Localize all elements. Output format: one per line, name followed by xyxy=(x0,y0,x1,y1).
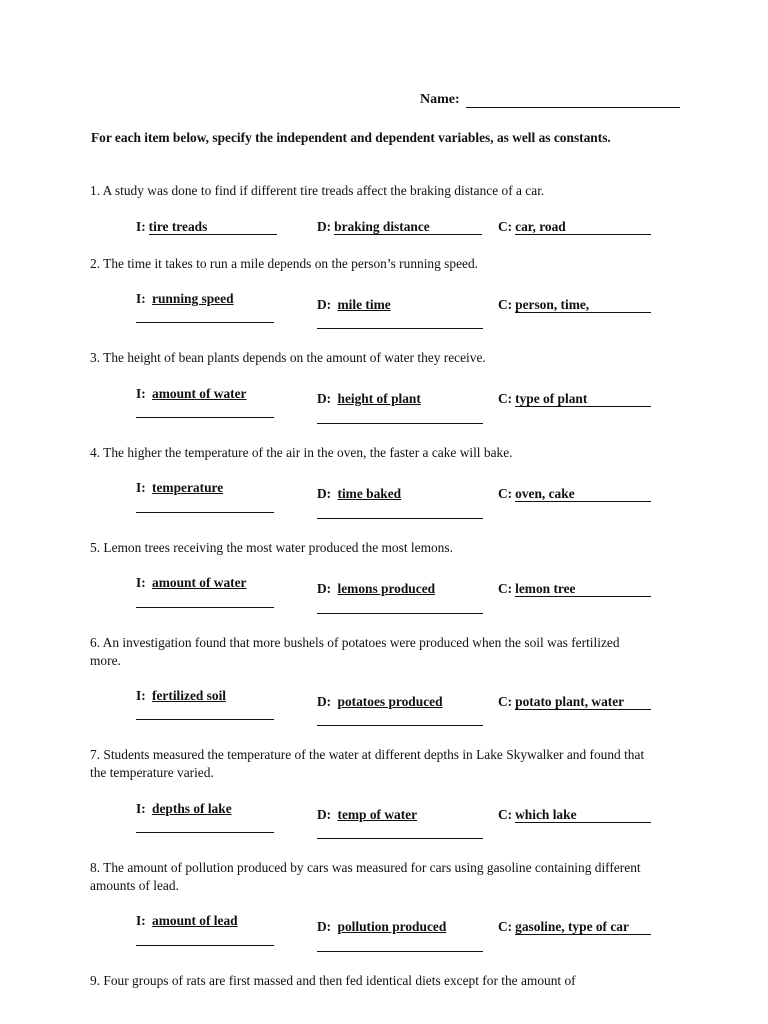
q1-dependent xyxy=(317,219,482,235)
q3-d-answer: height of plant xyxy=(337,391,421,406)
name-field xyxy=(420,92,680,108)
q2-c-answer: person, time, xyxy=(515,298,651,313)
q1-constants xyxy=(498,219,651,235)
q3-constants xyxy=(498,391,651,407)
q7-i-label: I: xyxy=(136,801,146,816)
q2-i-line xyxy=(136,322,274,323)
q7-constants xyxy=(498,807,651,823)
question-4: 4. The higher the temperature of the air in the oven, the faster a cake will bake. xyxy=(90,445,513,460)
q1-c-label: C: xyxy=(498,219,513,234)
q2-i-label: I: xyxy=(136,291,146,306)
q8-i-line xyxy=(136,945,274,946)
instructions: For each item below, specify the independent and dependent variables, as well as constants. xyxy=(91,130,611,145)
name-blank[interactable] xyxy=(466,92,680,108)
q3-d-label: D: xyxy=(317,391,332,406)
q7-d-label: D: xyxy=(317,807,332,822)
q5-d-answer: lemons produced xyxy=(337,581,436,596)
q7-c-answer: which lake xyxy=(515,808,651,823)
q2-independent xyxy=(136,291,234,307)
q4-i-answer: temperature xyxy=(152,480,224,495)
q6-c-label: C: xyxy=(498,694,513,709)
q8-dependent xyxy=(317,919,446,935)
q1-d-answer: braking distance xyxy=(334,220,482,235)
q4-c-answer: oven, cake xyxy=(515,487,651,502)
q2-i-answer: running speed xyxy=(152,291,234,306)
q2-d-answer: mile time xyxy=(337,297,391,312)
q8-constants xyxy=(498,919,651,935)
q5-independent xyxy=(136,575,247,591)
q6-i-label: I: xyxy=(136,688,146,703)
q2-d-label: D: xyxy=(317,297,332,312)
q5-constants xyxy=(498,581,651,597)
q3-dependent xyxy=(317,391,421,407)
q8-independent xyxy=(136,913,238,929)
q5-i-label: I: xyxy=(136,575,146,590)
q4-constants xyxy=(498,486,651,502)
q3-i-answer: amount of water xyxy=(152,386,247,401)
q6-i-answer: fertilized soil xyxy=(152,688,227,703)
q6-c-answer: potato plant, water xyxy=(515,695,651,710)
q4-d-label: D: xyxy=(317,486,332,501)
q2-dependent xyxy=(317,297,391,313)
q8-c-label: C: xyxy=(498,919,513,934)
q4-i-line xyxy=(136,512,274,513)
q1-independent xyxy=(136,219,277,235)
q1-d-label: D: xyxy=(317,219,332,234)
q5-dependent xyxy=(317,581,435,597)
question-7: 7. Students measured the temperature of the water at different depths in Lake Skywalker and found that the temperature varied. xyxy=(90,747,645,780)
q5-d-label: D: xyxy=(317,581,332,596)
q7-c-label: C: xyxy=(498,807,513,822)
q3-d-line xyxy=(317,423,483,424)
q5-c-answer: lemon tree xyxy=(515,582,651,597)
q7-independent xyxy=(136,801,232,817)
q5-i-line xyxy=(136,607,274,608)
question-6: 6. An investigation found that more bushels of potatoes were produced when the soil was fertilized more. xyxy=(90,635,620,668)
q6-dependent xyxy=(317,694,443,710)
q7-i-line xyxy=(136,832,274,833)
q4-d-answer: time baked xyxy=(337,486,402,501)
q4-independent xyxy=(136,480,223,496)
q4-dependent xyxy=(317,486,401,502)
name-label: Name: xyxy=(420,92,460,107)
q6-constants xyxy=(498,694,651,710)
q8-i-answer: amount of lead xyxy=(152,913,238,928)
q4-i-label: I: xyxy=(136,480,146,495)
q1-i-answer: tire treads xyxy=(149,220,277,235)
q2-d-line xyxy=(317,328,483,329)
q7-i-answer: depths of lake xyxy=(152,801,232,816)
question-3: 3. The height of bean plants depends on the amount of water they receive. xyxy=(90,350,486,365)
q3-i-label: I: xyxy=(136,386,146,401)
q2-constants xyxy=(498,297,651,313)
q6-d-answer: potatoes produced xyxy=(337,694,443,709)
q5-i-answer: amount of water xyxy=(152,575,247,590)
q8-d-answer: pollution produced xyxy=(337,919,447,934)
question-8: 8. The amount of pollution produced by cars was measured for cars using gasoline containing different amounts of lead. xyxy=(90,860,641,893)
q8-c-answer: gasoline, type of car xyxy=(515,920,651,935)
q6-independent xyxy=(136,688,226,704)
q8-i-label: I: xyxy=(136,913,146,928)
q1-i-label: I: xyxy=(136,219,146,234)
q4-c-label: C: xyxy=(498,486,513,501)
q6-d-label: D: xyxy=(317,694,332,709)
q7-dependent xyxy=(317,807,417,823)
q6-i-line xyxy=(136,719,274,720)
q7-d-answer: temp of water xyxy=(337,807,418,822)
question-5: 5. Lemon trees receiving the most water produced the most lemons. xyxy=(90,540,453,555)
q5-c-label: C: xyxy=(498,581,513,596)
q5-d-line xyxy=(317,613,483,614)
q8-d-line xyxy=(317,951,483,952)
q3-c-answer: type of plant xyxy=(515,392,651,407)
q4-d-line xyxy=(317,518,483,519)
q3-independent xyxy=(136,386,247,402)
q7-d-line xyxy=(317,838,483,839)
q2-c-label: C: xyxy=(498,297,513,312)
q3-i-line xyxy=(136,417,274,418)
question-2: 2. The time it takes to run a mile depends on the person’s running speed. xyxy=(90,256,479,271)
question-9: 9. Four groups of rats are first massed and then fed identical diets except for the amount of xyxy=(90,973,576,988)
question-1: 1. A study was done to find if different tire treads affect the braking distance of a car. xyxy=(90,183,545,198)
q3-c-label: C: xyxy=(498,391,513,406)
q1-c-answer: car, road xyxy=(515,220,651,235)
q8-d-label: D: xyxy=(317,919,332,934)
q6-d-line xyxy=(317,725,483,726)
